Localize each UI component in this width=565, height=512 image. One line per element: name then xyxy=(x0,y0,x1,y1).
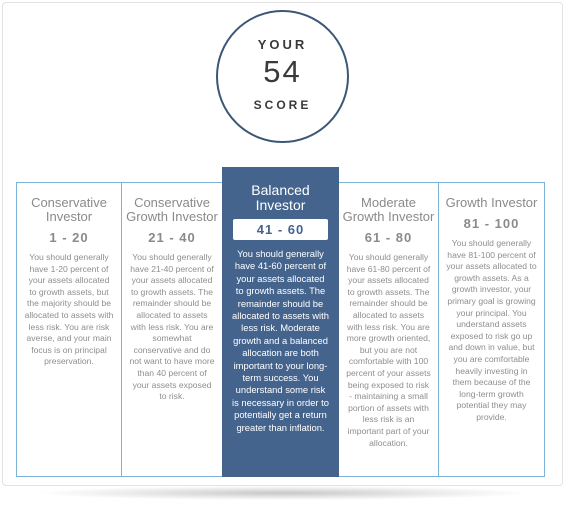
card-range: 1 - 20 xyxy=(49,230,89,245)
card-range: 81 - 100 xyxy=(463,216,520,231)
card-title-line2: Investor xyxy=(45,209,93,224)
card-title xyxy=(339,196,438,224)
conservative-investor-card xyxy=(16,182,122,477)
panel-shadow xyxy=(40,486,525,500)
card-title xyxy=(122,196,222,224)
card-range-badge: 41 - 60 xyxy=(233,219,328,240)
card-description: You should generally have 81-100 percent of your assets allocated to growth assets. As a growth investor, your primary goal is growing your principal. You understand assets exposed to risk go up and down in value, but you are comfortable heavily investing in them because of the long-term growth potential they may provide. xyxy=(446,238,537,422)
card-title xyxy=(17,196,121,224)
card-title-line2: Investor xyxy=(255,197,306,213)
card-title-line2: Growth Investor xyxy=(342,209,435,224)
growth-investor-card xyxy=(438,182,545,477)
card-title-line1: Balanced xyxy=(251,182,310,198)
card-description: You should generally have 61-80 percent of your assets allocated to growth assets. The remainder should be allocated to assets with less risk. You are more growth oriented, but you are not comfortable with 100 percent of your assets being exposed to risk - maintaining a small portion of assets with less risk is an important part of your allocation. xyxy=(346,252,431,448)
card-title-line2: Growth Investor xyxy=(126,209,218,224)
score-circle xyxy=(216,10,349,143)
score-top-label: YOUR xyxy=(257,37,308,52)
conservative-growth-investor-card xyxy=(121,182,223,477)
card-description: You should generally have 21-40 percent of your assets allocated to growth assets. The remainder should be allocated to assets with less risk. You are somewhat conservative and do not want to have more than 40 percent of your assets exposed to risk. xyxy=(129,252,215,402)
card-title xyxy=(439,196,544,210)
score-value: 54 xyxy=(263,54,302,89)
card-title-line1: Moderate xyxy=(361,195,416,210)
card-range: 61 - 80 xyxy=(364,230,413,245)
card-title-line1: Conservative xyxy=(31,195,107,210)
card-title-line1: Conservative xyxy=(134,195,210,210)
score-bottom-label: SCORE xyxy=(253,98,312,112)
card-range: 21 - 40 xyxy=(148,230,196,245)
card-title-line1: Growth Investor xyxy=(445,195,538,210)
card-description: You should generally have 41-60 percent of your assets allocated to growth assets. The remainder should be allocated to assets with less risk. Moderate growth and a balanced allocation are both important to your long-term success. You understand some risk is necessary in order to potentially get a return greater than inflation. xyxy=(232,248,329,433)
moderate-growth-investor-card xyxy=(338,182,439,477)
card-description: You should generally have 1-20 percent of your assets allocated to growth assets, but the majority should be allocated to assets with less risk. You are risk averse, and your main focus is on principal preservation. xyxy=(24,252,114,367)
balanced-investor-card-highlighted xyxy=(222,167,339,477)
card-title xyxy=(223,183,338,213)
